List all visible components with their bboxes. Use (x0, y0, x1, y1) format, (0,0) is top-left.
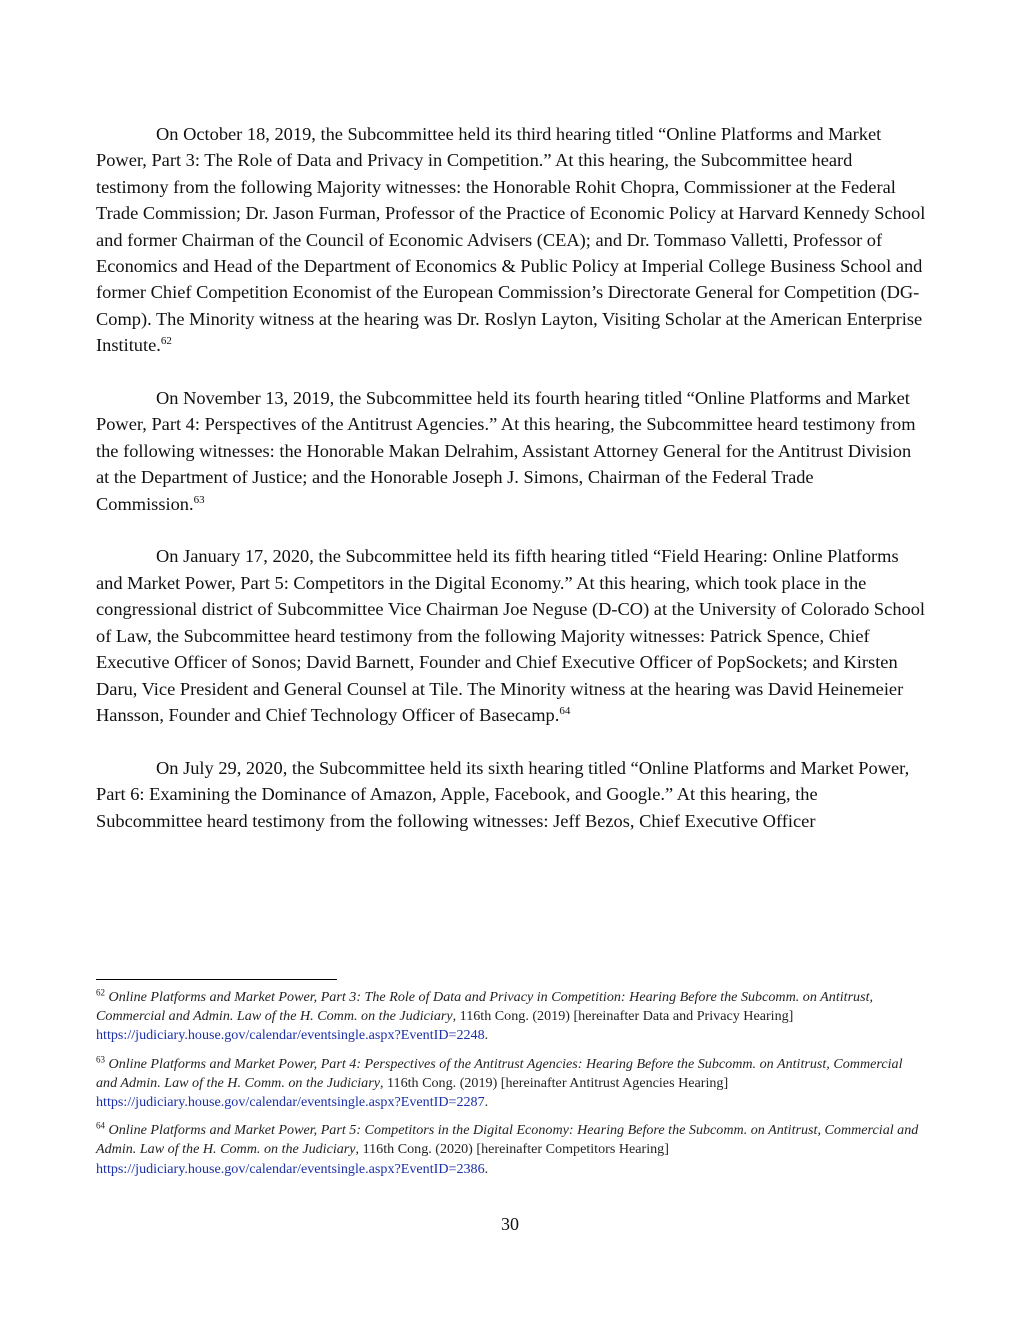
footnote-citation: , 116th Cong. (2019) [hereinafter Data and Privacy Hearing] (452, 1008, 794, 1025)
footnote-divider (96, 979, 337, 980)
footnote-ref-64[interactable]: 64 (559, 704, 571, 717)
footnote-title: Online Platforms and Market Power, Part 4: Perspectives of the Antitrust Agencies: Hearing Before the Subcomm. on Antitrust, Commercial and Admin. Law of the H. Comm. on the Judiciary (96, 1055, 903, 1091)
footnote-citation: , 116th Cong. (2019) [hereinafter Antitrust Agencies Hearing] (379, 1074, 729, 1091)
paragraph-hearing-5 (96, 543, 926, 728)
footnote-end: . (484, 1094, 489, 1111)
footnote-citation: , 116th Cong. (2020) [hereinafter Competitors Hearing] (355, 1141, 669, 1158)
paragraph-text: On November 13, 2019, the Subcommittee held its fourth hearing titled “Online Platforms and Market Power, Part 4: Perspectives of the Antitrust Agencies.” At this hearing, the Subcommittee heard testimony from the following witnesses: the Honorable Makan Delrahim, Assistant Attorney General for the Antitrust Division at the Department of Justice; and the Honorable Joseph J. Simons, Chairman of the Federal Trade Commission. (96, 388, 916, 514)
footnote-number: 62 (96, 987, 105, 998)
paragraph-hearing-3 (96, 121, 926, 359)
footnote-number: 63 (96, 1053, 105, 1064)
footnote-63 (96, 1055, 926, 1113)
paragraph-text: On January 17, 2020, the Subcommittee held its fifth hearing titled “Field Hearing: Online Platforms and Market Power, Part 5: Competitors in the Digital Economy.” At this hearing, which took place in the congressional district of Subcommittee Vice Chairman Joe Neguse (D-CO) at the University of Colorado School of Law, the Subcommittee heard testimony from the following Majority witnesses: Patrick Spence, Chief Executive Officer of Sonos; David Barnett, Founder and Chief Executive Officer of PopSockets; and Kirsten Daru, Vice President and General Counsel at Tile. The Minority witness at the hearing was David Heinemeier Hansson, Founder and Chief Technology Officer of Basecamp. (96, 546, 926, 725)
footnote-end: . (484, 1027, 489, 1044)
footnote-title: Online Platforms and Market Power, Part 5: Competitors in the Digital Economy: Hearing Before the Subcomm. on Antitrust, Commercial and Admin. Law of the H. Comm. on the Judiciary (96, 1122, 919, 1158)
body-text (96, 121, 926, 860)
footnote-end: . (484, 1160, 489, 1177)
paragraph-hearing-6 (96, 755, 926, 834)
paragraph-text: On October 18, 2019, the Subcommittee held its third hearing titled “Online Platforms and Market Power, Part 3: The Role of Data and Privacy in Competition.” At this hearing, the Subcommittee heard testimony from the following Majority witnesses: the Honorable Rohit Chopra, Commissioner at the Federal Trade Commission; Dr. Jason Furman, Professor of the Practice of Economic Policy at Harvard Kennedy School and former Chairman of the Council of Economic Advisers (CEA); and Dr. Tommaso Valletti, Professor of Economics and Head of the Department of Economics & Public Policy at Imperial College Business School and former Chief Competition Economist of the European Commission’s Directorate General for Competition (DG-Comp). The Minority witness at the hearing was Dr. Roslyn Layton, Visiting Scholar at the American Enterprise Institute. (96, 124, 926, 356)
footnotes (96, 988, 926, 1188)
footnote-ref-63[interactable]: 63 (193, 493, 205, 506)
footnote-62 (96, 988, 926, 1046)
paragraph-hearing-4 (96, 385, 926, 517)
footnote-link[interactable]: https://judiciary.house.gov/calendar/eventsingle.aspx?EventID=2287 (96, 1094, 485, 1111)
footnote-title: Online Platforms and Market Power, Part 3: The Role of Data and Privacy in Competition: Hearing Before the Subcomm. on Antitrust, Commercial and Admin. Law of the H. Comm. on the Judiciary (96, 989, 874, 1025)
footnote-64 (96, 1121, 926, 1179)
footnote-link[interactable]: https://judiciary.house.gov/calendar/eventsingle.aspx?EventID=2386 (96, 1160, 485, 1177)
page-number: 30 (501, 1214, 519, 1234)
footnote-number: 64 (96, 1120, 105, 1131)
footnote-link[interactable]: https://judiciary.house.gov/calendar/eventsingle.aspx?EventID=2248 (96, 1027, 485, 1044)
footnote-ref-62[interactable]: 62 (160, 335, 172, 348)
paragraph-text: On July 29, 2020, the Subcommittee held its sixth hearing titled “Online Platforms and Market Power, Part 6: Examining the Dominance of Amazon, Apple, Facebook, and Google.” At this hearing, the Subcommittee heard testimony from the following witnesses: Jeff Bezos, Chief Executive Officer (96, 757, 910, 831)
